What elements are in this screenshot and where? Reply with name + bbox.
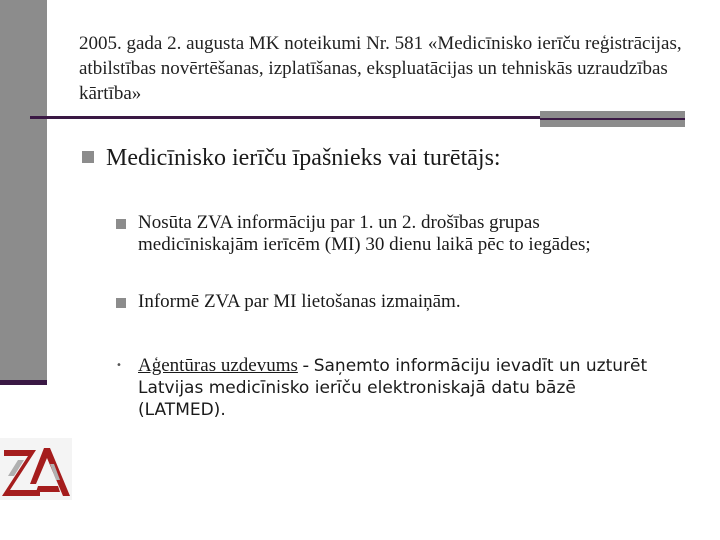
square-bullet-icon bbox=[82, 151, 94, 163]
left-decorative-bar bbox=[0, 0, 47, 380]
agency-task-heading: Aģentūras uzdevums bbox=[138, 355, 298, 376]
agency-task-paragraph bbox=[138, 355, 658, 421]
agency-task-body: Saņemto informāciju ievadīt un uzturēt Latvijas medicīnisko ierīču elektroniskajā datu bāzē (LATMED). bbox=[138, 356, 648, 420]
square-bullet-icon bbox=[116, 219, 126, 229]
dot-bullet: • bbox=[116, 360, 122, 371]
title-underline bbox=[30, 116, 540, 119]
level2-bullet-text-1: Nosūta ZVA informāciju par 1. un 2. drošības grupas medicīniskajām ierīcēm (MI) 30 dienu laikā pēc to iegādes; bbox=[138, 212, 591, 255]
left-bar-accent bbox=[0, 380, 47, 385]
level1-bullet-text: Medicīnisko ierīču īpašnieks vai turētājs: bbox=[106, 145, 501, 171]
zva-logo-icon bbox=[0, 438, 72, 500]
square-bullet-icon bbox=[116, 298, 126, 308]
title-underline-accent bbox=[540, 118, 685, 120]
slide-title: 2005. gada 2. augusta MK noteikumi Nr. 581 «Medicīnisko ierīču reģistrācijas, atbilstības novērtēšanas, izplatīšanas, ekspluatācijas un tehniskās uzraudzības kārtība» bbox=[79, 33, 682, 104]
level2-bullet-text-2: Informē ZVA par MI lietošanas izmaiņām. bbox=[138, 291, 461, 312]
agency-task-separator: - bbox=[297, 355, 314, 376]
